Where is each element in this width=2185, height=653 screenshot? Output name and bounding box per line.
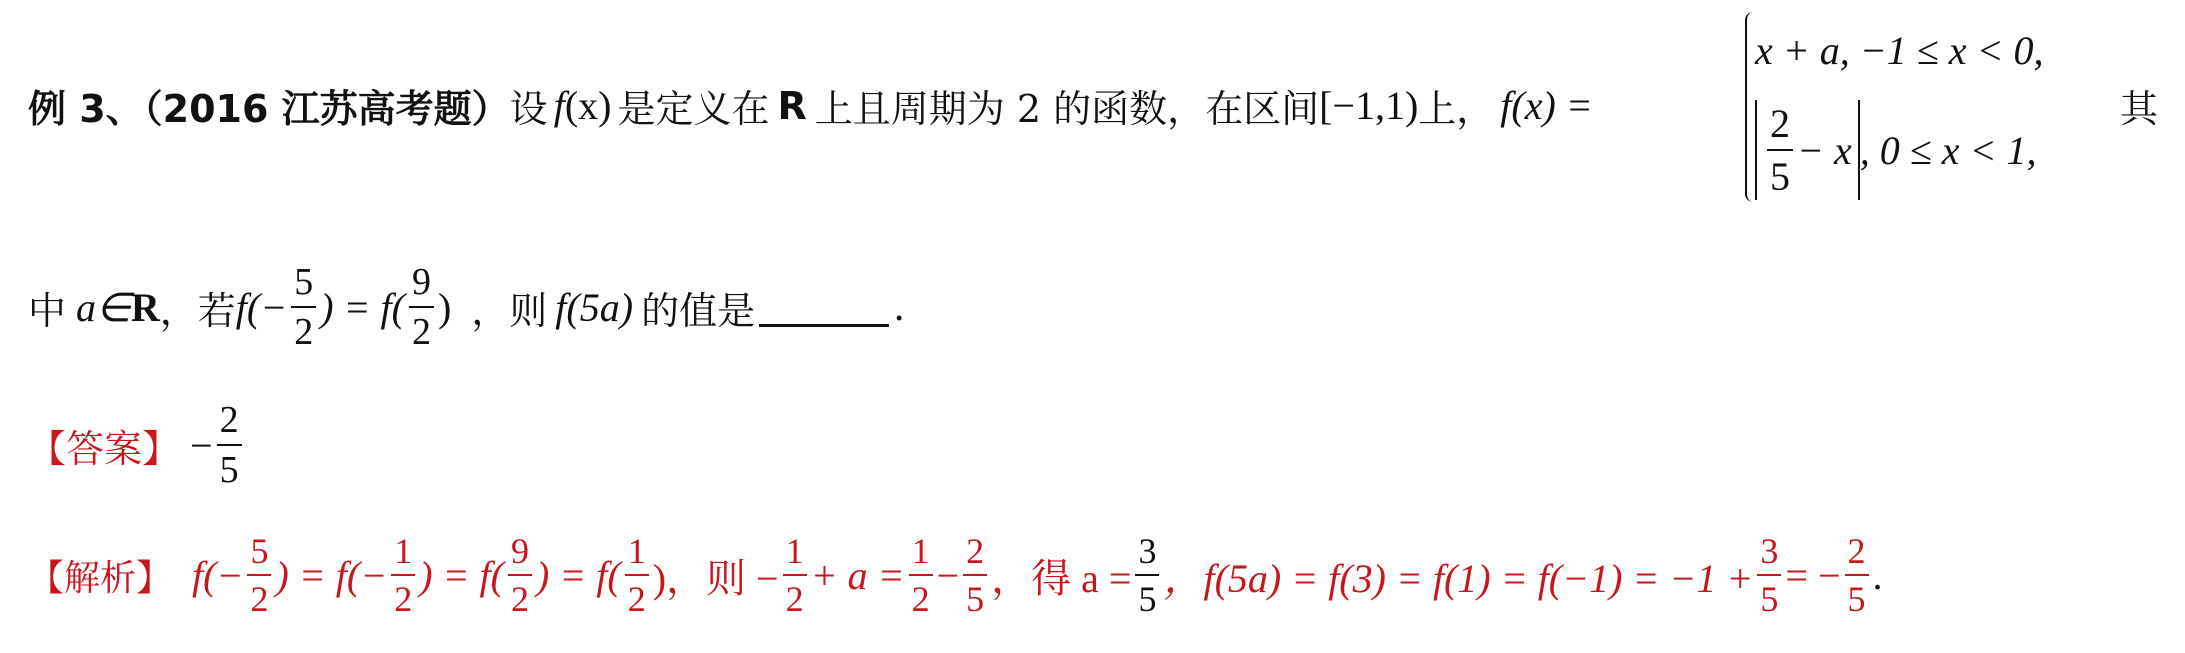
- example-label: 例 3、（2016 江苏高考题）: [28, 87, 510, 131]
- piecewise-function: [1755, 10, 2043, 200]
- f-eq: f(x) =: [1500, 83, 1593, 128]
- analysis-line: 【解析】 f(− $\frac{5}{2}$ ) = f(− $\frac{1}{2}$ ) = f( $\frac{9}{2}$ ) = f( $\frac{1}{2}$ )，则 − $\frac{1}{2}$ + a = $\frac{1}{2}$ − $\frac{2}{5}$ ，得 a = $\frac{3}{5}$ ，f(5a) = f(3) = f(1) = f(−1) = −1 + $\frac{3}{5}$ = − $\frac{2}{5}$ .: [28, 531, 1883, 619]
- text-segment: 上，: [1418, 87, 1495, 131]
- text-segment: 设: [509, 87, 548, 131]
- interval: [−1,1): [1319, 83, 1419, 128]
- answer-blank: [759, 288, 889, 327]
- answer-fraction: $\frac{2}{5}$: [217, 398, 242, 492]
- text-wrap-end: 其: [2120, 87, 2159, 131]
- answer-line: 【答案】 − $\frac{2}{5}$: [28, 398, 246, 492]
- question-line-1: [28, 78, 1593, 133]
- case-1: x + a, −1 ≤ x < 0,: [1755, 27, 2044, 73]
- text-segment: 上且周期为 2 的函数，在区间: [814, 87, 1320, 131]
- text-segment: 是定义在: [617, 87, 770, 131]
- answer-label: 【答案】: [28, 426, 181, 471]
- absolute-value: $\frac{2}{5}$ − x: [1755, 100, 1860, 200]
- question-line-2: 中 a∈ R ，若 f(− $\frac{5}{2}$ ) = f( $\frac{9}{2}$ ) ，则 f(5a) 的值是 .: [28, 261, 906, 353]
- fraction: $\frac{5}{2}$: [291, 260, 316, 354]
- math-fx: f(x): [553, 83, 612, 128]
- set-R: R: [777, 83, 807, 128]
- fraction: $\frac{9}{2}$: [409, 260, 434, 354]
- fraction: $\frac{2}{5}$: [1767, 100, 1793, 200]
- case-2: $\frac{2}{5}$ − x , 0 ≤ x < 1,: [1755, 100, 2043, 200]
- analysis-label: 【解析】: [28, 557, 173, 599]
